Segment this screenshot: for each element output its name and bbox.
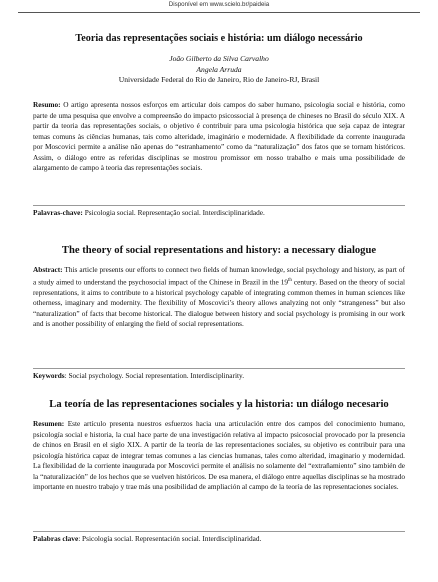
keywords-label-pt: Palavras-chave:: [33, 208, 83, 217]
header-rule: [18, 12, 420, 13]
author-1: João Gilberto da Silva Carvalho: [169, 54, 269, 63]
keywords-english: [33, 371, 405, 382]
abstract-label-pt: Resumo:: [33, 100, 61, 109]
source-header: [0, 0, 438, 12]
abstract-text-es: Este artículo presenta nuestros esfuerzos hacia una articulación entre dos campos del conocimiento humano, psicología social e historia, la cual hace parte de una investigación relativa al impacto psicosocial provocado por la presencia de chinos en Brasil en el siglo XIX. A partir de la teoría de las representaciones sociales, su objetivo es contribuir para una psicología histórica capaz de integrar temas comunes a las ciencias humanas, tales como alteridad, imaginario y modernidad. La flexibilidad de la corriente inaugurada por Moscovici permite el análisis no solamente del “extrañamiento” sino también de la “naturalización” de los hechos que se vuelven históricos. De esa manera, el diálogo entre aquellas disciplinas se ha mostrado importante en nuestro trabajo y trae más una posibilidad de ampliación al campo de la teoría de las representaciones sociales.: [33, 419, 405, 492]
abstract-spanish: [33, 419, 405, 493]
keywords-spanish: [33, 534, 405, 545]
abstract-text-en-a: This article presents our efforts to connect two fields of human knowledge, social psychology and history, as part of a study aimed to understand the psychosocial impact of the Chinese in Brazil in the 19: [33, 265, 405, 286]
title-english: The theory of social representations and history: a necessary dialogue: [61, 245, 377, 256]
divider-es: [33, 531, 405, 532]
abstract-label-en: Abstract:: [33, 265, 63, 274]
divider-pt: [33, 205, 405, 206]
affiliation: Universidade Federal do Rio de Janeiro, Rio de Janeiro-RJ, Brasil: [118, 75, 320, 84]
title-spanish: La teoría de las representaciones sociales y la historia: un diálogo necesario: [49, 399, 389, 410]
abstract-label-es: Resumen:: [33, 419, 65, 428]
author-2: Angela Arruda: [196, 64, 242, 74]
title-portuguese: Teoria das representações sociais e história: um diálogo necessário: [75, 33, 363, 44]
keywords-text-es: : Psicología social. Representación social. Interdisciplinaridad.: [78, 534, 262, 543]
keywords-label-en: Keywords: [33, 371, 65, 380]
divider-en: [33, 368, 405, 369]
keywords-text-pt: Psicologia social. Representação social. Interdisciplinaridade.: [84, 208, 265, 217]
author-block: [0, 54, 438, 86]
ordinal-suffix: th: [288, 277, 292, 283]
keywords-portuguese: [33, 208, 405, 219]
abstract-portuguese: [33, 100, 405, 174]
abstract-english: [33, 265, 405, 330]
abstract-text-en-b: century. Based on the theory of social representations, it aims to contribute to a historical psychology capable of integrating common themes in human sciences like otherness, imaginary and modernity. The flexibility of Moscovici’s theory allows analyzing not only “strangeness” but also “naturalization” of facts that become historical. The dialogue between history and social psychology is promising in our work and is another possibility of enlarging the field of social representations.: [33, 276, 405, 329]
keywords-label-es: Palabras clave: [33, 534, 79, 543]
keywords-text-en: : Social psychology. Social representation. Interdisciplinarity.: [64, 371, 245, 380]
source-link[interactable]: Disponível em www.scielo.br/paideia: [168, 1, 270, 8]
abstract-text-pt: O artigo apresenta nossos esforços em articular dois campos do saber humano, psicologia social e história, como parte de uma pesquisa que envolve a compreensão do impacto psicossocial à presença de chineses no Brasil do século XIX. A partir da teoria das representações sociais, o objetivo é contribuir para uma psicologia histórica que seja capaz de integrar temas comuns às ciências humanas, tais como alteridade, imaginário e modernidade. A flexibilidade da corrente inaugurada por Moscovici permite a análise não apenas do “estranhamento” como da “naturalização” dos fatos que se tornam históricos. Assim, o diálogo entre as referidas disciplinas se mostrou promissor em nosso trabalho e mais uma possibilidade de alargamento de campo à teoria das representações sociais.: [33, 100, 405, 173]
